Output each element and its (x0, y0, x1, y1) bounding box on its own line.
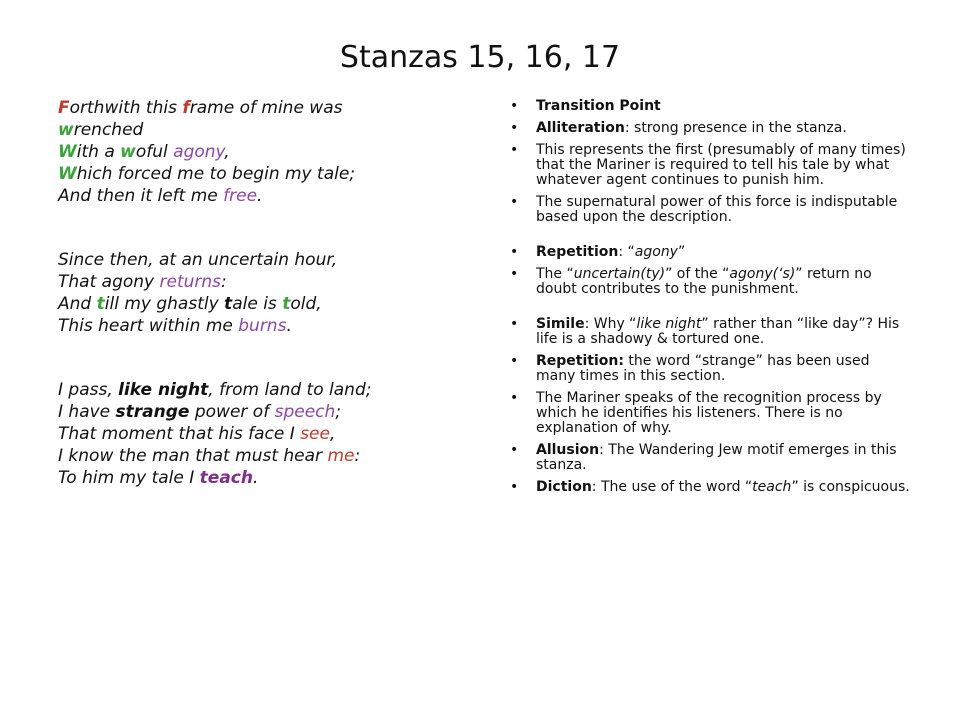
note-item: • The supernatural power of this force is indisputable based upon the description. (510, 195, 910, 225)
poem-line: That moment that his face I see, (58, 424, 336, 444)
note-item: • The Mariner speaks of the recognition process by which he identifies his listeners. There is no explanation of why. (510, 391, 910, 436)
poem-line: I pass, like night, from land to land; (58, 380, 372, 400)
note-item: • Alliteration: strong presence in the stanza. (510, 121, 910, 136)
note-item: • Transition Point (510, 99, 910, 114)
poem-line: Forthwith this frame of mine was wrenched (58, 98, 343, 140)
stanza-16 (58, 249, 458, 337)
note-item: • The “uncertain(ty)” of the “agony(‘s)” return no doubt contributes to the punishment. (510, 267, 910, 297)
slide-title: Stanzas 15, 16, 17 (339, 40, 621, 75)
analysis-notes (510, 99, 910, 502)
note-item: • Repetition: “agony” (510, 245, 910, 260)
note-item: • Simile: Why “like night” rather than “like day”? His life is a shadowy & tortured one. (510, 317, 910, 347)
poem-line: I know the man that must hear me: (58, 446, 361, 466)
poem-line: I have strange power of speech; (58, 402, 342, 422)
poem-line: That agony returns: (58, 272, 227, 292)
poem-line: And till my ghastly tale is told, (58, 294, 322, 314)
poem-line: This heart within me burns. (58, 316, 292, 336)
note-item: • This represents the first (presumably of many times) that the Mariner is required to tell his tale by what whatever agent continues to punish him. (510, 143, 910, 188)
poem-line: Since then, at an uncertain hour, (58, 250, 338, 270)
poem-line: And then it left me free. (58, 186, 263, 206)
note-item: • Allusion: The Wandering Jew motif emerges in this stanza. (510, 443, 910, 473)
alliteration-f-w: F (58, 98, 70, 118)
note-item: • Repetition: the word “strange” has been used many times in this section. (510, 354, 910, 384)
poem-line: Which forced me to begin my tale; (58, 164, 356, 184)
poem-line: To him my tale I teach. (58, 468, 259, 488)
stanza-17 (58, 379, 458, 489)
poem-line: With a woful agony, (58, 142, 230, 162)
note-item: • Diction: The use of the word “teach” is conspicuous. (510, 480, 910, 495)
poem-text (58, 97, 458, 531)
stanza-15 (58, 97, 458, 207)
